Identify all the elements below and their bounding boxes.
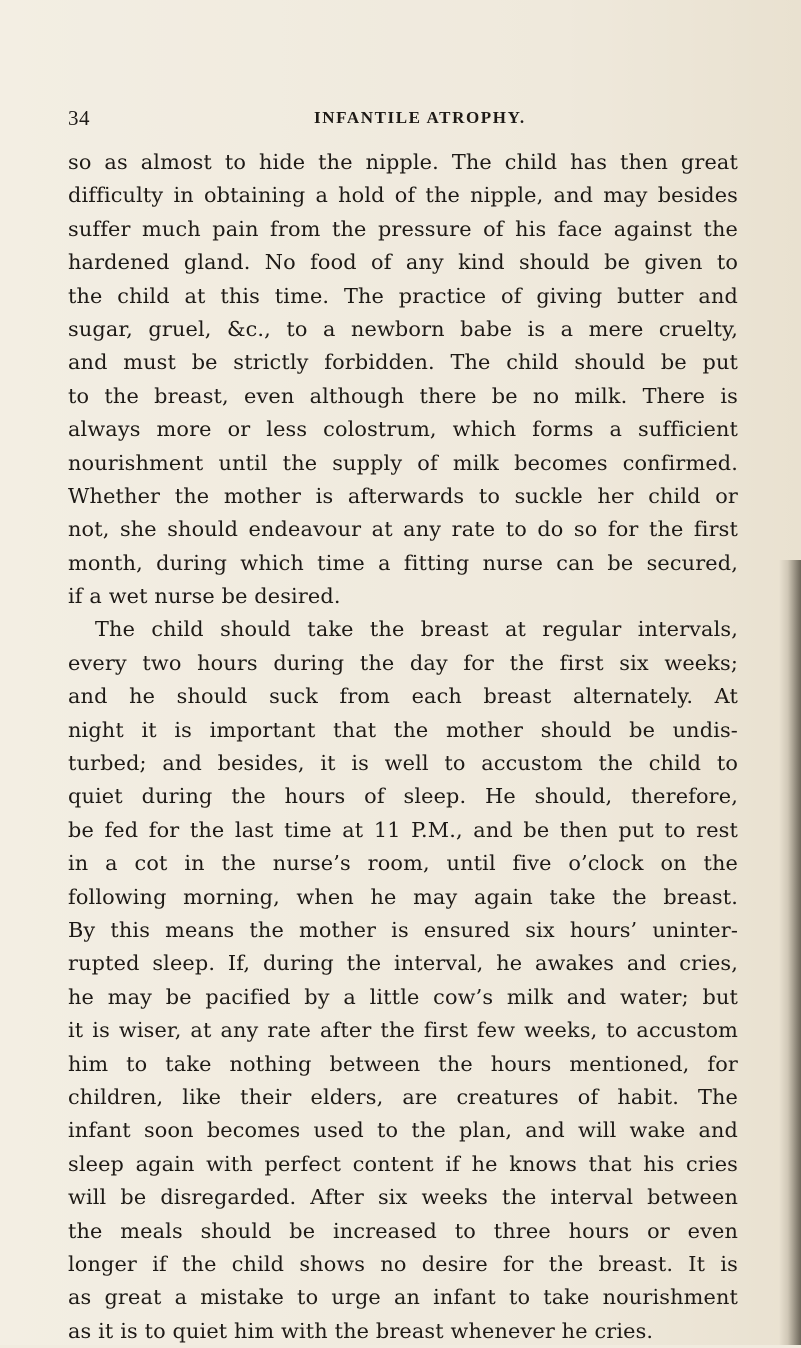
text-line: quiet during the hours of sleep. He should, therefore,	[68, 784, 738, 809]
text-line: infant soon becomes used to the plan, and will wake and	[68, 1118, 738, 1143]
text-line: so as almost to hide the nipple. The child has then great	[68, 150, 738, 174]
text-line: as it is to quiet him with the breast whenever he cries.	[68, 1318, 654, 1343]
text-line: suffer much pain from the pressure of his face against the	[68, 216, 738, 241]
text-line: will be disregarded. After six weeks the interval between	[68, 1185, 738, 1210]
text-line: rupted sleep. If, during the interval, he awakes and cries,	[68, 951, 738, 976]
text-line: night it is important that the mother should be undis-	[68, 717, 738, 742]
text-line: not, she should endeavour at any rate to do so for the first	[68, 517, 738, 542]
text-line: month, during which time a fitting nurse can be secured,	[68, 550, 738, 575]
text-line: Whether the mother is afterwards to suckle her child or	[68, 483, 738, 508]
text-line: and he should suck from each breast alternately. At	[68, 684, 738, 709]
text-line: the meals should be increased to three hours or even	[68, 1218, 738, 1243]
text-line: to the breast, even although there be no milk. There is	[68, 383, 738, 408]
text-line: if a wet nurse be desired.	[68, 584, 341, 609]
text-line: children, like their elders, are creatures of habit. The	[68, 1084, 738, 1109]
text-line: following morning, when he may again take the breast.	[68, 884, 738, 909]
text-line: The child should take the breast at regular intervals,	[95, 617, 738, 642]
text-line: nourishment until the supply of milk becomes confirmed.	[68, 450, 738, 475]
running-title: INFANTILE ATROPHY.	[314, 108, 526, 127]
text-line: in a cot in the nurse’s room, until five o’clock on the	[68, 851, 738, 876]
text-line: sleep again with perfect content if he knows that his cries	[68, 1151, 738, 1176]
page-edge-shadow	[779, 560, 801, 1345]
text-line: be fed for the last time at 11 P.M., and be then put to rest	[68, 817, 738, 842]
text-line: difficulty in obtaining a hold of the nipple, and may besides	[68, 183, 738, 208]
text-line: turbed; and besides, it is well to accustom the child to	[68, 751, 738, 776]
text-line: the child at this time. The practice of giving butter and	[68, 283, 738, 308]
text-line: longer if the child shows no desire for the breast. It is	[68, 1251, 738, 1276]
text-line: him to take nothing between the hours mentioned, for	[68, 1051, 738, 1076]
text-line: By this means the mother is ensured six hours’ uninter-	[68, 917, 738, 942]
page-header	[0, 106, 801, 136]
page-number: 34	[68, 106, 90, 130]
text-line: always more or less colostrum, which forms a sufficient	[68, 417, 738, 442]
text-line: hardened gland. No food of any kind should be given to	[68, 250, 738, 275]
text-line: it is wiser, at any rate after the first few weeks, to accustom	[68, 1018, 738, 1043]
text-line: sugar, gruel, &c., to a newborn babe is a mere cruelty,	[68, 316, 738, 341]
text-line: he may be pacified by a little cow’s milk and water; but	[68, 984, 738, 1009]
body-text	[68, 146, 738, 1348]
text-line: every two hours during the day for the first six weeks;	[68, 650, 738, 675]
text-line: and must be strictly forbidden. The child should be put	[68, 350, 738, 375]
text-line: as great a mistake to urge an infant to take nourishment	[68, 1285, 738, 1310]
